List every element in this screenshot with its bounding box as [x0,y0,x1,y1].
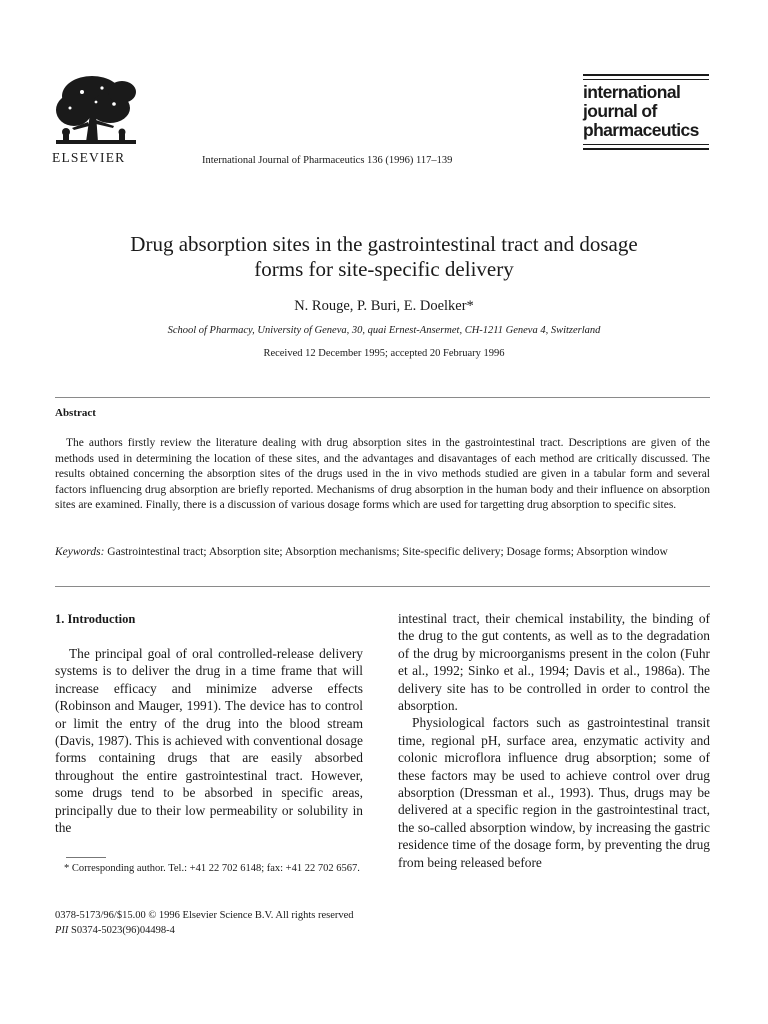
journal-brand-line: international [583,82,681,102]
keywords [55,545,710,561]
brand-rule-bottom-thin [583,144,709,145]
pii-line [55,924,175,938]
body-paragraph: Physiological factors such as gastrointestinal transit time, regional pH, surface area, enzymatic activity and colonic microflora influence drug absorption; some of these factors may be used to achieve control over drug absorption (Dressman et al., 1993). Thus, drugs may be delivered at a specific region in the gastrointestinal tract, the so-called absorption window, by increasing the gastric residence time of the dosage form, by preventing the drug from being released before [398,715,710,870]
brand-rule-top-thin [583,79,709,80]
section-divider [55,586,710,587]
pii-value: S0374-5023(96)04498-4 [68,925,175,936]
footnote-rule [66,857,106,858]
journal-citation: International Journal of Pharmaceutics 136 (1996) 117–139 [202,155,453,166]
publisher-name: ELSEVIER [52,150,126,165]
journal-brand-line: pharmaceutics [583,120,699,140]
article-title [40,232,728,282]
section-heading: 1. Introduction [55,612,136,626]
body-paragraph: intestinal tract, their chemical instability, the binding of the drug to the gut contents, as well as to the degradation of the drug by microorganisms present in the colon (Fuhr et al., 1992; Sinko et al., 1994; Davis et al., 1986a). The delivery site has to be controlled in order to control the absorption. [398,611,710,714]
journal-brand-line: journal of [583,101,657,121]
copyright-line: 0378-5173/96/$15.00 © 1996 Elsevier Science B.V. All rights reserved [55,910,354,921]
journal-brand-block [583,74,709,153]
right-column [398,610,710,871]
pii-label: PII [55,925,69,936]
elsevier-tree-logo [52,70,142,160]
article-title-line: forms for site-specific delivery [254,257,514,281]
received-dates: Received 12 December 1995; accepted 20 February 1996 [263,348,505,359]
brand-rule-bottom [583,148,709,150]
corresponding-author-footnote: * Corresponding author. Tel.: +41 22 702 6148; fax: +41 22 702 6567. [64,863,360,874]
brand-rule-top [583,74,709,76]
author-affiliation: School of Pharmacy, University of Geneva, 30, quai Ernest-Ansermet, CH-1211 Geneva 4, Switzerland [167,325,601,336]
abstract-heading: Abstract [55,407,96,419]
abstract-text: The authors firstly review the literature dealing with drug absorption sites in the gastrointestinal tract. Descriptions are given of the methods used in determining the location of these sites, and the advantages and disavantages of each method are critically discussed. The results obtained concerning the absorption sites of the drugs used in the in vivo methods studied are given in a tabular form and several factors influencing drug absorption are briefly reported. Mechanisms of drug absorption in the human body and their influence on absorption sites are examined. Finally, there is a discussion of various dosage forms which are used for targetting drug absorption to specific sites. [55,437,710,511]
keywords-label: Keywords: [55,546,105,558]
keywords-list: Gastrointestinal tract; Absorption site; Absorption mechanisms; Site-specific delivery; Dosage forms; Absorption window [107,546,668,558]
section-divider [55,397,710,398]
article-title-line: Drug absorption sites in the gastrointestinal tract and dosage [130,232,638,256]
body-paragraph: The principal goal of oral controlled-release delivery systems is to deliver the drug in a time frame that will increase efficacy and minimize adverse effects (Robinson and Mauger, 1991). The device has to control or limit the entry of the drug into the blood stream (Davis, 1987). This is achieved with conventional dosage forms containing drugs that are easily absorbed throughout the entire gastrointestinal tract. However, some drugs tend to be absorbed in specific areas, principally due to their low permeability or solubility in the [55,646,363,836]
left-column [55,645,363,836]
article-authors: N. Rouge, P. Buri, E. Doelker* [294,298,474,314]
